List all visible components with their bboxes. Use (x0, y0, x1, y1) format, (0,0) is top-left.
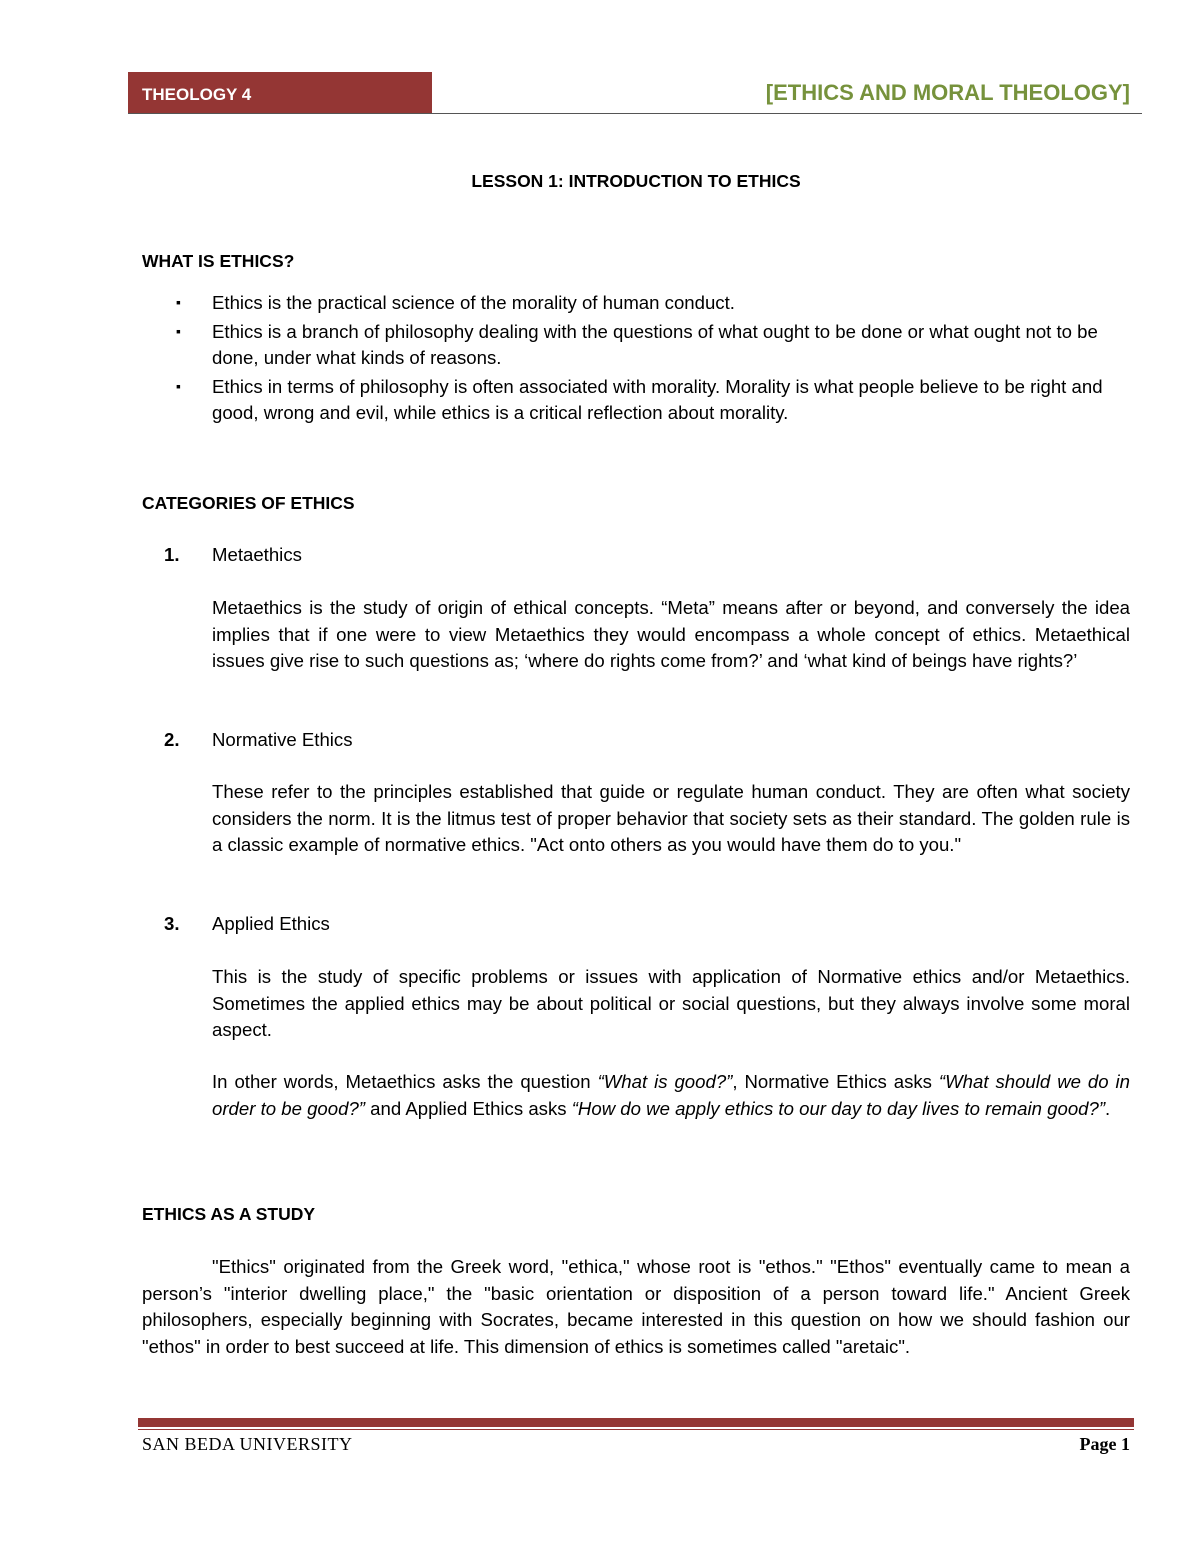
list-item: ▪ Ethics is the practical science of the morality of human conduct. (142, 290, 1130, 317)
footer-divider (138, 1429, 1134, 1430)
item-number: 2. (164, 729, 180, 750)
metaethics-title: Metaethics (212, 544, 302, 565)
ethics-as-study-heading: ETHICS AS A STUDY (142, 1204, 316, 1224)
summary-paragraph: In other words, Metaethics asks the question “What is good?”, Normative Ethics asks “What should we do in order to be good?” and Applied Ethics asks “How do we apply ethics to our day to day lives to remain good?”. (212, 1071, 1131, 1119)
subject-title: [ETHICS AND MORAL THEOLOGY] (765, 80, 1130, 105)
normative-ethics-title: Normative Ethics (212, 729, 353, 750)
list-item: ▪ Ethics is a branch of philosophy dealing with the questions of what ought to be done or what ought not to be done, under what kinds of reasons. (142, 319, 1130, 372)
item-number: 1. (164, 544, 180, 565)
what-is-ethics-heading: WHAT IS ETHICS? (142, 251, 295, 271)
ethics-as-study-body: "Ethics" originated from the Greek word, "ethica," whose root is "ethos." "Ethos" eventually came to mean a person’s "interior dwelling place," the "basic orientation or disposition of a person toward life." Ancient Greek philosophers, especially beginning with Socrates, became interested in this question on how we should fashion our "ethos" in order to best succeed at life. This dimension of ethics is sometimes called "aretaic". (142, 1256, 1130, 1357)
list-item: ▪ Ethics in terms of philosophy is often associated with morality. Morality is what people believe to be right and good, wrong and evil, while ethics is a critical reflection about morality. (142, 374, 1130, 427)
what-is-ethics-list (142, 290, 1130, 427)
categories-heading: CATEGORIES OF ETHICS (142, 493, 355, 513)
footer-institution: SAN BEDA UNIVERSITY (142, 1434, 353, 1454)
page-number: Page 1 (1079, 1434, 1130, 1454)
applied-ethics-body: This is the study of specific problems or issues with application of Normative ethics and/or Metaethics. Sometimes the applied ethics may be about political or social questions, but they always involve some moral aspect. (212, 966, 1130, 1040)
bullet-icon: ▪ (176, 377, 181, 394)
lesson-title: LESSON 1: INTRODUCTION TO ETHICS (471, 171, 801, 191)
header-divider (128, 113, 1142, 114)
bullet-icon: ▪ (176, 322, 181, 339)
course-label: THEOLOGY 4 (128, 72, 432, 114)
metaethics-body: Metaethics is the study of origin of ethical concepts. “Meta” means after or beyond, and conversely the idea implies that if one were to view Metaethics they would encompass a whole concept of ethics. Metaethical issues give rise to such questions as; ‘where do rights come from?’ and ‘what kind of beings have rights?’ (212, 597, 1130, 671)
bullet-icon: ▪ (176, 294, 181, 310)
applied-ethics-title: Applied Ethics (212, 913, 330, 934)
item-number: 3. (164, 913, 180, 934)
footer-bar (138, 1418, 1134, 1427)
normative-ethics-body: These refer to the principles established that guide or regulate human conduct. They are often what society considers the norm. It is the litmus test of proper behavior that society sets as their standard. The golden rule is a classic example of normative ethics. "Act onto others as you would have them do to you." (212, 781, 1130, 855)
